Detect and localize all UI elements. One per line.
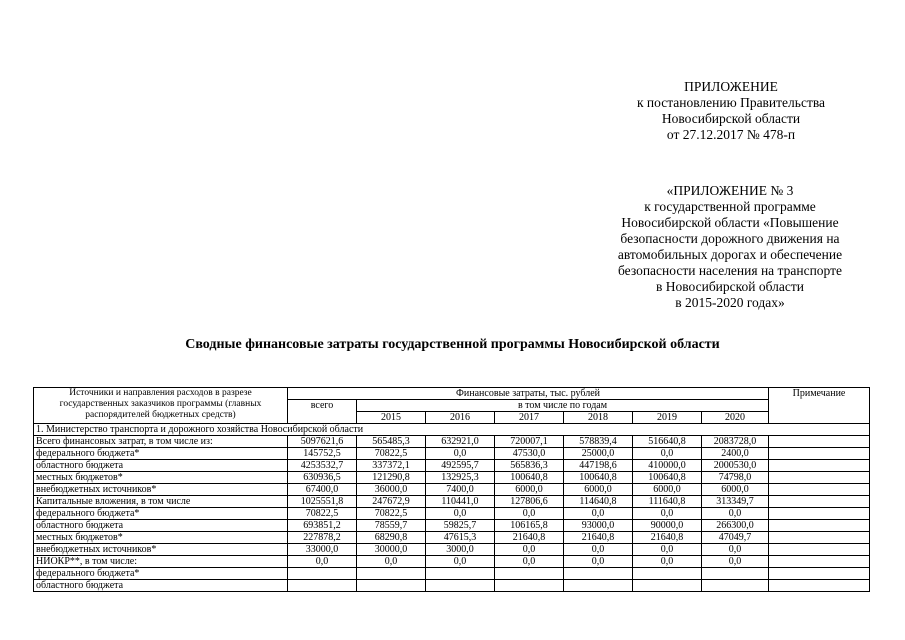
cell-2020: 313349,7 — [702, 496, 769, 508]
table-row — [34, 556, 870, 568]
table-row — [34, 496, 870, 508]
cell-2015: 36000,0 — [357, 484, 426, 496]
cell-2016: 3000,0 — [426, 544, 495, 556]
cell-total: 693851,2 — [288, 520, 357, 532]
header-financial-costs: Финансовые затраты, тыс. рублей — [288, 388, 769, 400]
cell-2020: 0,0 — [702, 544, 769, 556]
row-label: внебюджетных источников* — [34, 544, 288, 556]
cell-2015: 30000,0 — [357, 544, 426, 556]
cell-total: 70822,5 — [288, 508, 357, 520]
cell-2017: 6000,0 — [495, 484, 564, 496]
cell-note — [769, 532, 870, 544]
cell-note — [769, 484, 870, 496]
row-label: федерального бюджета* — [34, 568, 288, 580]
cell-2017: 47530,0 — [495, 448, 564, 460]
header-total: всего — [288, 400, 357, 424]
program-appendix-line-5: автомобильных дорогах и обеспечение — [617, 247, 843, 262]
cell-total: 1025551,8 — [288, 496, 357, 508]
cell-2015: 337372,1 — [357, 460, 426, 472]
cell-2020: 2400,0 — [702, 448, 769, 460]
cell-2018: 578839,4 — [564, 436, 633, 448]
cell-note — [769, 508, 870, 520]
page-title: Сводные финансовые затраты государственной программы Новосибирской области — [185, 337, 720, 352]
cell-2015: 68290,8 — [357, 532, 426, 544]
cell-2015 — [357, 580, 426, 592]
program-appendix-line-4: безопасности дорожного движения на — [620, 231, 840, 246]
program-appendix-line-2: к государственной программе — [644, 199, 816, 214]
cell-2019: 410000,0 — [633, 460, 702, 472]
appendix-line-4: от 27.12.2017 № 478-п — [666, 127, 796, 142]
cell-note — [769, 544, 870, 556]
program-appendix-line-7: в Новосибирской области — [655, 279, 805, 294]
header-year: 2020 — [702, 412, 769, 424]
cell-note — [769, 448, 870, 460]
cell-total: 630936,5 — [288, 472, 357, 484]
appendix-line-1: ПРИЛОЖЕНИЕ — [684, 79, 778, 94]
header-year: 2019 — [633, 412, 702, 424]
cell-2017: 127806,6 — [495, 496, 564, 508]
program-appendix-line-1: «ПРИЛОЖЕНИЕ № 3 — [666, 183, 794, 198]
program-appendix-header — [596, 183, 864, 311]
cell-2020: 2083728,0 — [702, 436, 769, 448]
cell-2019: 111640,8 — [633, 496, 702, 508]
cell-2017: 0,0 — [495, 556, 564, 568]
cell-note — [769, 436, 870, 448]
cell-2016: 59825,7 — [426, 520, 495, 532]
cell-2020: 0,0 — [702, 508, 769, 520]
cell-2019: 516640,8 — [633, 436, 702, 448]
cell-2020 — [702, 580, 769, 592]
cell-2015: 0,0 — [357, 556, 426, 568]
cell-total: 33000,0 — [288, 544, 357, 556]
cell-2015: 78559,7 — [357, 520, 426, 532]
cell-2019: 6000,0 — [633, 484, 702, 496]
row-label: областного бюджета — [34, 520, 288, 532]
cell-total — [288, 580, 357, 592]
table-row — [34, 484, 870, 496]
appendix-line-3: Новосибирской области — [661, 111, 801, 126]
cell-2017: 720007,1 — [495, 436, 564, 448]
cell-2015 — [357, 568, 426, 580]
header-year: 2018 — [564, 412, 633, 424]
cell-2018 — [564, 568, 633, 580]
row-label: НИОКР**, в том числе: — [34, 556, 288, 568]
cell-2018: 0,0 — [564, 544, 633, 556]
cell-2018: 447198,6 — [564, 460, 633, 472]
cell-2018: 25000,0 — [564, 448, 633, 460]
cell-2016: 632921,0 — [426, 436, 495, 448]
cell-total: 4253532,7 — [288, 460, 357, 472]
cell-total — [288, 568, 357, 580]
row-label: Капитальные вложения, в том числе — [34, 496, 288, 508]
cell-2018: 100640,8 — [564, 472, 633, 484]
cell-2017: 106165,8 — [495, 520, 564, 532]
cell-2016: 0,0 — [426, 508, 495, 520]
cell-total: 67400,0 — [288, 484, 357, 496]
cell-2017: 100640,8 — [495, 472, 564, 484]
cell-note — [769, 460, 870, 472]
header-sources: Источники и направления расходов в разрезе государственных заказчиков программы (главных распорядителей бюджетных средств) — [34, 388, 288, 424]
financial-costs-table — [33, 387, 870, 592]
table-row — [34, 544, 870, 556]
cell-2020 — [702, 568, 769, 580]
cell-note — [769, 580, 870, 592]
cell-2017: 0,0 — [495, 544, 564, 556]
cell-2019: 0,0 — [633, 448, 702, 460]
cell-note — [769, 568, 870, 580]
cell-2017: 0,0 — [495, 508, 564, 520]
appendix-line-2: к постановлению Правительства — [636, 95, 826, 110]
cell-2016: 47615,3 — [426, 532, 495, 544]
table-row — [34, 508, 870, 520]
cell-note — [769, 556, 870, 568]
cell-2019: 0,0 — [633, 556, 702, 568]
row-label: областного бюджета — [34, 580, 288, 592]
cell-2018: 21640,8 — [564, 532, 633, 544]
header-by-year: в том числе по годам — [357, 400, 769, 412]
cell-2015: 247672,9 — [357, 496, 426, 508]
cell-2019: 90000,0 — [633, 520, 702, 532]
cell-2018: 6000,0 — [564, 484, 633, 496]
cell-note — [769, 496, 870, 508]
cell-2019 — [633, 568, 702, 580]
cell-2015: 565485,3 — [357, 436, 426, 448]
header-year: 2016 — [426, 412, 495, 424]
cell-2018: 0,0 — [564, 508, 633, 520]
row-label: Всего финансовых затрат, в том числе из: — [34, 436, 288, 448]
cell-2016: 7400,0 — [426, 484, 495, 496]
program-appendix-line-3: Новосибирской области «Повышение — [621, 215, 839, 230]
row-label: внебюджетных источников* — [34, 484, 288, 496]
cell-total: 145752,5 — [288, 448, 357, 460]
cell-2016: 0,0 — [426, 556, 495, 568]
table-row — [34, 460, 870, 472]
cell-2020: 6000,0 — [702, 484, 769, 496]
table-row — [34, 580, 870, 592]
cell-2017 — [495, 580, 564, 592]
cell-2018 — [564, 580, 633, 592]
header-note: Примечание — [769, 388, 870, 424]
cell-2018: 0,0 — [564, 556, 633, 568]
row-label: федерального бюджета* — [34, 448, 288, 460]
cell-2015: 70822,5 — [357, 448, 426, 460]
cell-2016: 0,0 — [426, 448, 495, 460]
cell-2016 — [426, 580, 495, 592]
row-label: местных бюджетов* — [34, 472, 288, 484]
cell-2016: 132925,3 — [426, 472, 495, 484]
cell-2019: 100640,8 — [633, 472, 702, 484]
cell-2018: 114640,8 — [564, 496, 633, 508]
cell-2015: 121290,8 — [357, 472, 426, 484]
cell-2020: 266300,0 — [702, 520, 769, 532]
cell-2020: 0,0 — [702, 556, 769, 568]
program-appendix-line-8: в 2015-2020 годах» — [675, 295, 785, 310]
cell-2016: 492595,7 — [426, 460, 495, 472]
cell-2020: 2000530,0 — [702, 460, 769, 472]
program-appendix-line-6: безопасности населения на транспорте — [617, 263, 843, 278]
cell-total: 0,0 — [288, 556, 357, 568]
cell-2016 — [426, 568, 495, 580]
table-row — [34, 532, 870, 544]
row-label: федерального бюджета* — [34, 508, 288, 520]
row-label: областного бюджета — [34, 460, 288, 472]
table-row — [34, 448, 870, 460]
cell-total: 5097621,6 — [288, 436, 357, 448]
cell-2020: 74798,0 — [702, 472, 769, 484]
cell-2017 — [495, 568, 564, 580]
table-body — [34, 424, 870, 592]
table-row — [34, 568, 870, 580]
cell-note — [769, 520, 870, 532]
header-year: 2015 — [357, 412, 426, 424]
row-label: местных бюджетов* — [34, 532, 288, 544]
section-title: 1. Министерство транспорта и дорожного хозяйства Новосибирской области — [34, 424, 870, 436]
cell-2019 — [633, 580, 702, 592]
cell-2017: 565836,3 — [495, 460, 564, 472]
cell-total: 227878,2 — [288, 532, 357, 544]
cell-2019: 0,0 — [633, 544, 702, 556]
table-row — [34, 472, 870, 484]
cell-2017: 21640,8 — [495, 532, 564, 544]
table-row — [34, 520, 870, 532]
header-year: 2017 — [495, 412, 564, 424]
cell-2015: 70822,5 — [357, 508, 426, 520]
section-row — [34, 424, 870, 436]
cell-2020: 47049,7 — [702, 532, 769, 544]
appendix-header — [600, 79, 862, 143]
cell-2018: 93000,0 — [564, 520, 633, 532]
cell-note — [769, 472, 870, 484]
cell-2019: 21640,8 — [633, 532, 702, 544]
cell-2016: 110441,0 — [426, 496, 495, 508]
cell-2019: 0,0 — [633, 508, 702, 520]
table-row — [34, 436, 870, 448]
